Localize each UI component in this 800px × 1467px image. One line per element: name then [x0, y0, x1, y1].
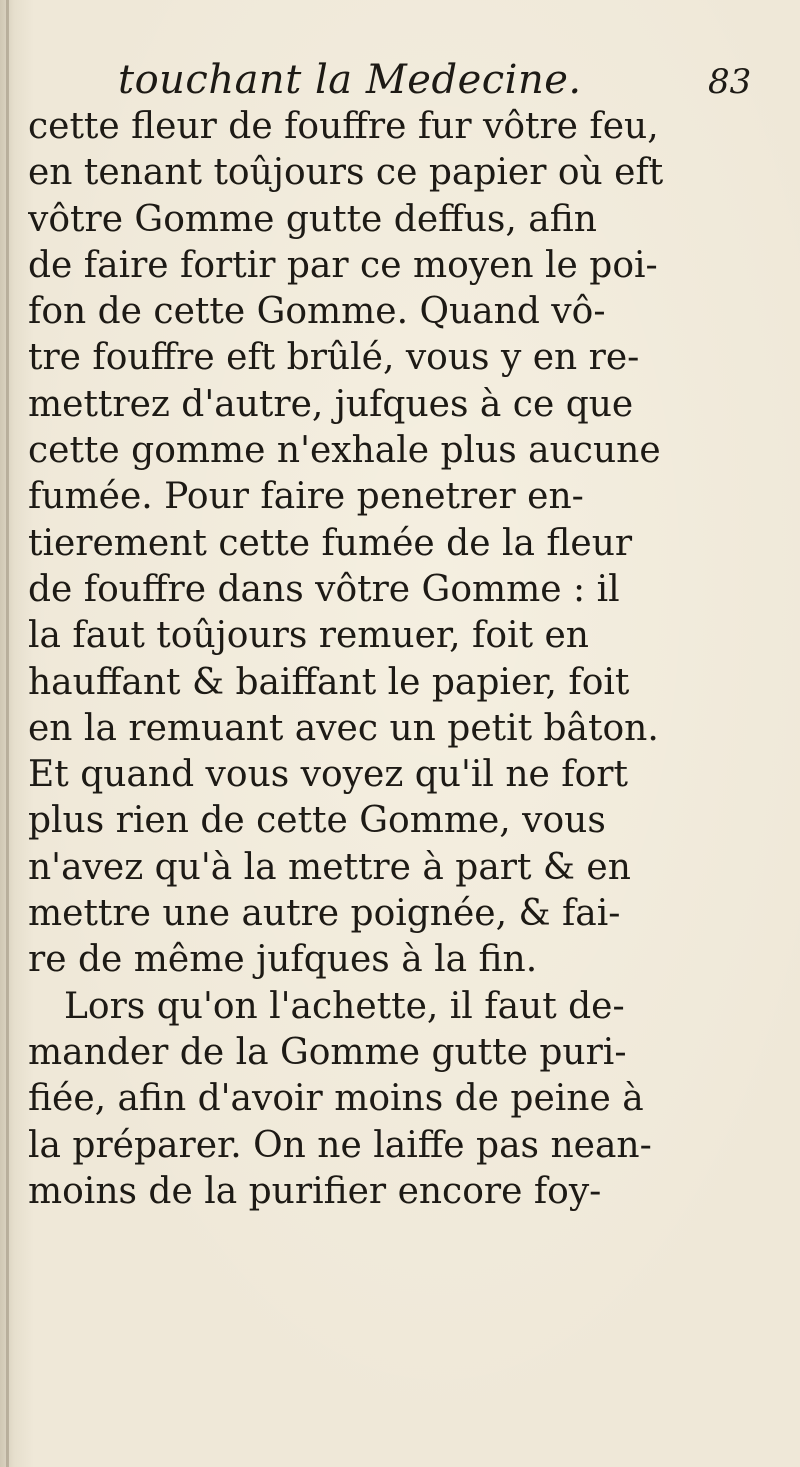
- text-line: hauffant & baiffant le papier, foit: [28, 661, 630, 703]
- text-line: moins de la purifier encore foy-: [28, 1170, 602, 1212]
- paragraph-start-line: Lors qu'on l'achette, il faut de-: [64, 985, 625, 1027]
- page-gutter-edge: [6, 0, 9, 1467]
- text-line: en la remuant avec un petit bâton.: [28, 707, 659, 749]
- text-line: re de même jufques à la fin.: [28, 939, 538, 981]
- text-line: fumée. Pour faire penetrer en-: [28, 476, 584, 518]
- text-line: cette gomme n'exhale plus aucune: [28, 430, 661, 472]
- text-line: plus rien de cette Gomme, vous: [28, 800, 606, 842]
- text-line: en tenant toûjours ce papier où eft: [28, 152, 664, 194]
- text-line: fon de cette Gomme. Quand vô-: [28, 291, 606, 333]
- running-title: touchant la Medecine.: [118, 57, 582, 103]
- page-header: [0, 50, 800, 110]
- text-line: de fouffre dans vôtre Gomme : il: [28, 568, 620, 610]
- text-line: fiée, afin d'avoir moins de peine à: [28, 1078, 644, 1120]
- text-line: tre fouffre eft brûlé, vous y en re-: [28, 337, 640, 379]
- text-line: tierement cette fumée de la fleur: [28, 522, 633, 564]
- body-text: [28, 104, 798, 1215]
- page-number: 83: [708, 62, 752, 102]
- text-line: n'avez qu'à la mettre à part & en: [28, 846, 631, 888]
- text-line: vôtre Gomme gutte deffus, afin: [28, 198, 597, 240]
- text-line: mettrez d'autre, jufques à ce que: [28, 383, 634, 425]
- text-line: cette fleur de fouffre fur vôtre feu,: [28, 106, 659, 147]
- text-line: mander de la Gomme gutte puri-: [28, 1031, 627, 1073]
- text-line: Et quand vous voyez qu'il ne fort: [28, 754, 628, 796]
- text-line: la préparer. On ne laiffe pas nean-: [28, 1124, 652, 1166]
- text-line: de faire fortir par ce moyen le poi-: [28, 244, 658, 286]
- text-line: mettre une autre poignée, & fai-: [28, 893, 621, 935]
- text-line: la faut toûjours remuer, foit en: [28, 615, 589, 657]
